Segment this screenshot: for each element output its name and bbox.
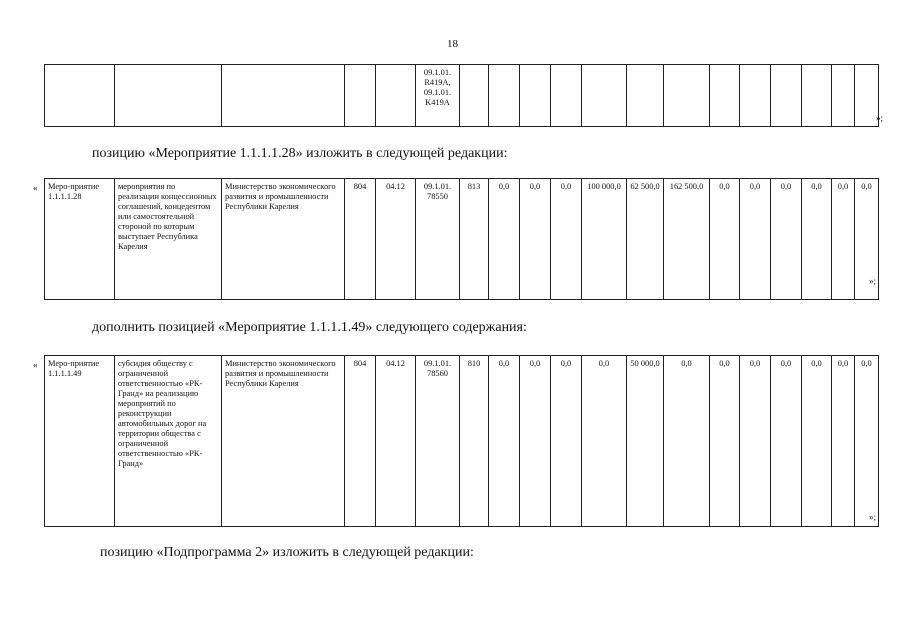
value-cell: 0,0 bbox=[710, 179, 740, 300]
measure-name: Меро-приятие 1.1.1.1.49 bbox=[45, 356, 115, 527]
executor: Министерство экономического развития и промышленности Республики Карелия bbox=[222, 179, 345, 300]
value-cell: 0,0 bbox=[582, 356, 627, 527]
value-cell: 0,0 bbox=[740, 179, 771, 300]
measure-description: субсидия обществу с ограниченной ответственностью «РК-Гранд» на реализацию мероприятий по реконструкции автомобильных дорог на территории общества с ограниченной ответственностью «РК-Гранд» bbox=[115, 356, 222, 527]
measure-49-table bbox=[44, 355, 879, 527]
executor: Министерство экономического развития и промышленности Республики Карелия bbox=[222, 356, 345, 527]
value-cell: 162 500,0 bbox=[664, 179, 710, 300]
value-cell: 0,0 bbox=[551, 179, 582, 300]
value-cell: 0,0 bbox=[855, 356, 879, 527]
value-cell: 0,0 bbox=[520, 356, 551, 527]
vr-code: 810 bbox=[460, 356, 489, 527]
value-cell: 0,0 bbox=[832, 179, 855, 300]
measure-name: Меро-приятие 1.1.1.1.28 bbox=[45, 179, 115, 300]
value-cell: 0,0 bbox=[855, 179, 879, 300]
instruction-paragraph-1: позицию «Мероприятие 1.1.1.1.28» изложить в следующей редакции: bbox=[92, 146, 508, 161]
value-cell: 50 000,0 bbox=[627, 356, 664, 527]
value-cell: 100 000,0 bbox=[582, 179, 627, 300]
vr-code: 813 bbox=[460, 179, 489, 300]
close-quote-28: »; bbox=[869, 276, 877, 286]
rzpr-code: 04.12 bbox=[376, 179, 416, 300]
page-number: 18 bbox=[447, 38, 458, 50]
value-cell: 0,0 bbox=[740, 356, 771, 527]
csr-code: 09.1.01. 78550 bbox=[416, 179, 460, 300]
open-quote-49: « bbox=[33, 360, 38, 370]
value-cell: 0,0 bbox=[802, 179, 832, 300]
rzpr-code: 04.12 bbox=[376, 356, 416, 527]
value-cell: 0,0 bbox=[489, 356, 520, 527]
value-cell: 0,0 bbox=[710, 356, 740, 527]
grbs-code: 804 bbox=[345, 179, 376, 300]
close-quote-1: »; bbox=[876, 113, 884, 123]
value-cell: 0,0 bbox=[832, 356, 855, 527]
close-quote-49: »; bbox=[869, 512, 877, 522]
open-quote-28: « bbox=[33, 183, 38, 193]
instruction-paragraph-2: дополнить позицией «Мероприятие 1.1.1.1.49» следующего содержания: bbox=[92, 320, 527, 335]
grbs-code: 804 bbox=[345, 356, 376, 527]
value-cell: 0,0 bbox=[489, 179, 520, 300]
value-cell: 0,0 bbox=[802, 356, 832, 527]
csr-code: 09.1.01. 78560 bbox=[416, 356, 460, 527]
instruction-paragraph-3: позицию «Подпрограмма 2» изложить в следующей редакции: bbox=[100, 545, 474, 560]
value-cell: 0,0 bbox=[551, 356, 582, 527]
previous-row-table bbox=[44, 64, 879, 127]
value-cell: 0,0 bbox=[520, 179, 551, 300]
value-cell: 0,0 bbox=[771, 179, 802, 300]
value-cell: 62 500,0 bbox=[627, 179, 664, 300]
measure-description: мероприятия по реализации концессионных соглашений, концедентом или самостоятельной стороной по которым выступает Республика Карелия bbox=[115, 179, 222, 300]
value-cell: 0,0 bbox=[664, 356, 710, 527]
budget-code-cell: 09.1.01. R419A, 09.1.01. K419A bbox=[416, 65, 460, 127]
measure-28-table bbox=[44, 178, 879, 300]
value-cell: 0,0 bbox=[771, 356, 802, 527]
